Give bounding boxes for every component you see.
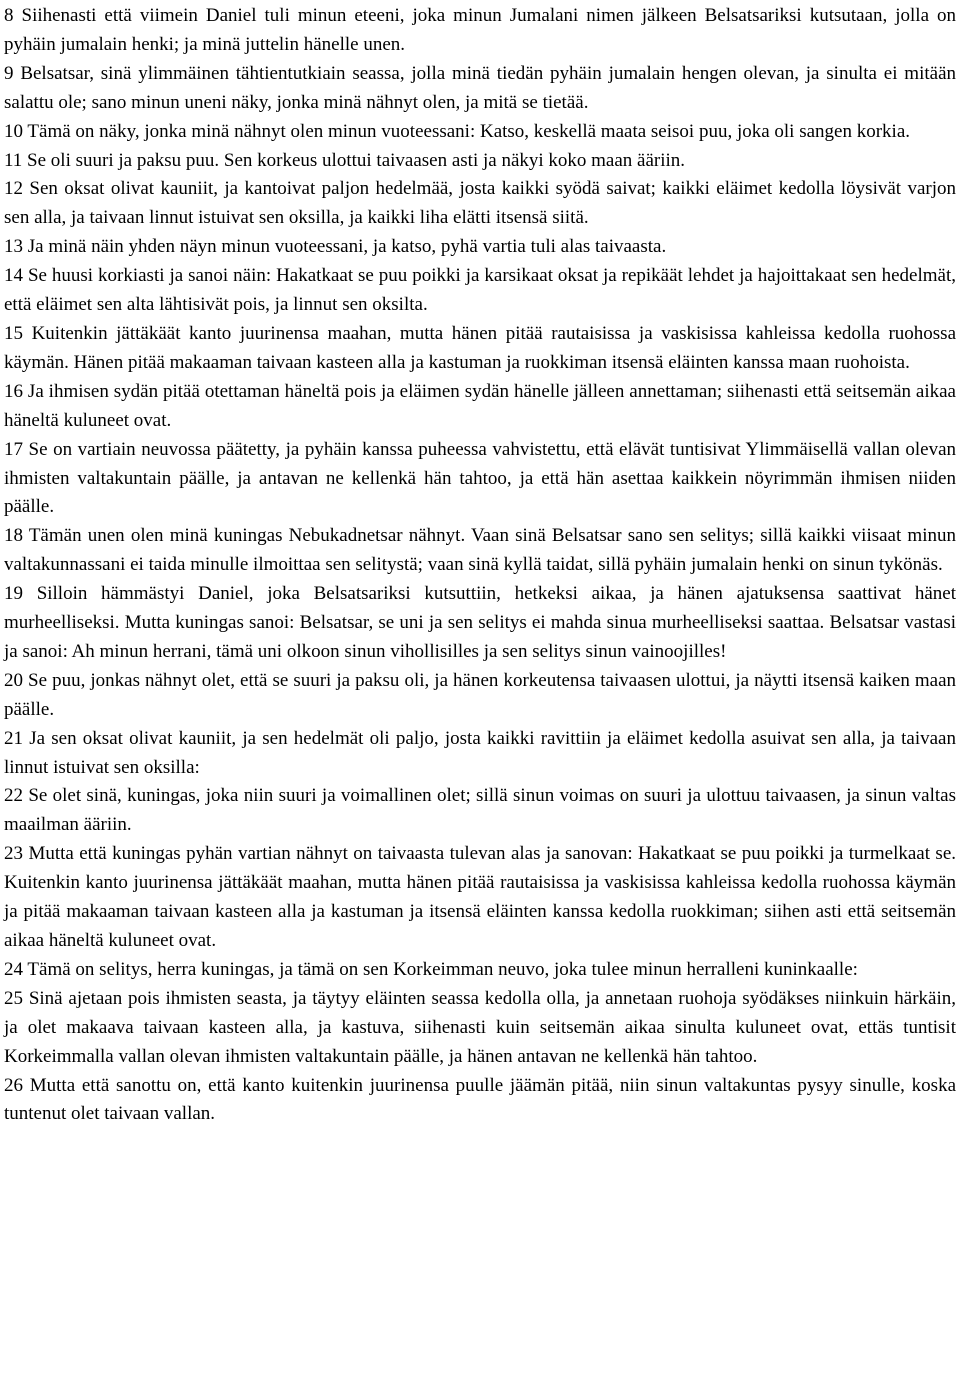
verse-number: 12 xyxy=(4,178,23,200)
verse-number: 10 xyxy=(4,120,23,142)
verse-number: 20 xyxy=(4,669,23,691)
verse-12 xyxy=(4,175,956,233)
verse-text: Sen oksat olivat kauniit, ja kantoivat paljon hedelmää, josta kaikki syödä saivat; kaikki eläimet kedolla löysivät varjon sen alla, ja taivaan linnut istuivat sen oksilla, ja kaikki liha elätti itsensä siitä. xyxy=(4,178,957,229)
verse-number: 11 xyxy=(4,149,23,171)
verse-text: Sinä ajetaan pois ihmisten seasta, ja täytyy eläinten seassa kedolla olla, ja annetaan ruohoja syödäkses niinkuin härkäin, ja olet makaava taivaan kasteen alla, ja kastuva, siihenasti kuin seitsemän aikaa sinulta kuluneet ovat, ettäs tuntisit Korkeimmalla vallan olevan ihmisten valtakuntain päälle, ja hänen antavan ne kellenkä hän tahtoo. xyxy=(4,987,957,1067)
verse-text: Ja ihmisen sydän pitää otettaman häneltä pois ja eläimen sydän hänelle jälleen annettaman; siihenasti että seitsemän aikaa häneltä kuluneet ovat. xyxy=(4,380,956,431)
verse-24 xyxy=(4,956,956,985)
verse-number: 18 xyxy=(4,525,23,547)
verse-text: Kuitenkin jättäkäät kanto juurinensa maahan, mutta hänen pitää rautaisissa ja vaskisissa kahleissa kedolla ruohossa käymän. Hänen pitää makaaman taivaan kasteen alla ja kastuman ja ruokkiman itsensä eläinten kanssa maan ruohoista. xyxy=(4,322,957,373)
verse-22 xyxy=(4,782,956,840)
verse-25 xyxy=(4,985,956,1072)
verse-number: 24 xyxy=(4,958,23,980)
verse-18 xyxy=(4,522,956,580)
verse-15 xyxy=(4,320,956,378)
verse-8 xyxy=(4,2,956,60)
verse-13 xyxy=(4,233,956,262)
verse-number: 16 xyxy=(4,380,23,402)
verse-10 xyxy=(4,118,956,147)
verse-text: Se huusi korkiasti ja sanoi näin: Hakatkaat se puu poikki ja karsikaat oksat ja repikäät lehdet ja hajoittakaat sen hedelmät, että eläimet sen alta lähtisivät pois, ja linnut sen oksilta. xyxy=(4,265,957,316)
verse-11 xyxy=(4,147,956,176)
verse-number: 9 xyxy=(4,62,14,84)
verse-text: Ja minä näin yhden näyn minun vuoteessani, ja katso, pyhä vartia tuli alas taivaasta. xyxy=(27,236,667,258)
verse-text: Se on vartiain neuvossa päätetty, ja pyhäin kanssa puheessa vahvistettu, että elävät tuntisivat Ylimmäisellä vallan olevan ihmisten valtakuntain päälle, ja antavan ne kellenkä hän tahtoo, ja että hän asettaa kaikkein nöyrimmän ihmisen niiden päälle. xyxy=(4,438,957,518)
verse-16 xyxy=(4,378,956,436)
verse-number: 14 xyxy=(4,265,23,287)
verse-number: 23 xyxy=(4,843,23,865)
verse-number: 25 xyxy=(4,987,23,1009)
verse-9 xyxy=(4,60,956,118)
verse-number: 22 xyxy=(4,785,23,807)
verse-text: Se oli suuri ja paksu puu. Sen korkeus ulottui taivaasen asti ja näkyi koko maan ääriin. xyxy=(27,149,686,171)
verse-23 xyxy=(4,840,956,956)
verse-21 xyxy=(4,725,956,783)
verse-text: Ja sen oksat olivat kauniit, ja sen hedelmät oli paljo, josta kaikki ravittiin ja eläimet kedolla asuivat sen alla, ja taivaan linnut istuivat sen oksilla: xyxy=(4,727,956,778)
verse-14 xyxy=(4,262,956,320)
verse-number: 15 xyxy=(4,322,23,344)
verse-26 xyxy=(4,1072,956,1130)
verse-number: 8 xyxy=(4,5,14,26)
verse-text: Mutta että kuningas pyhän vartian nähnyt on taivaasta tulevan alas ja sanovan: Hakatkaat se puu poikki ja turmelkaat se. Kuitenkin kanto juurinensa jättäkäät maahan, mutta hänen pitää rautaisissa ja vaskisissa kahleissa kedolla ruohossa käymän ja pitää makaaman taivaan kasteen alla ja kastuman ja itsensä eläinten kanssa kedolla ruokkiman; siihen asti että seitsemän aikaa häneltä kuluneet ovat. xyxy=(4,843,957,951)
verse-text: Tämä on selitys, herra kuningas, ja tämä on sen Korkeimman neuvo, joka tulee minun herralleni kuninkaalle: xyxy=(27,958,858,980)
verse-text: Silloin hämmästyi Daniel, joka Belsatsariksi kutsuttiin, hetkeksi aikaa, ja hänen ajatuksensa saattivat hänet murheelliseksi. Mutta kuningas sanoi: Belsatsar, se uni ja sen selitys ei mahda sinua murheelliseksi saattaa. Belsatsar vastasi ja sanoi: Ah minun herrani, tämä uni olkoon sinun vihollisilles ja sen selitys sinun vainoojilles! xyxy=(4,583,956,662)
verse-20 xyxy=(4,667,956,725)
verse-number: 19 xyxy=(4,583,23,605)
verse-text: Se puu, jonkas nähnyt olet, että se suuri ja paksu oli, ja hänen korkeutensa taivaasen ulottui, ja näytti itsensä kaiken maan päälle. xyxy=(4,669,957,720)
verse-text: Tämän unen olen minä kuningas Nebukadnetsar nähnyt. Vaan sinä Belsatsar sano sen selitys; sillä kaikki viisaat minun valtakunnassani ei taida minulle ilmoittaa sen selitystä; vaan sinä kyllä taidat, sillä pyhäin jumalain henki on sinun tykönäs. xyxy=(4,525,956,576)
verse-text: Mutta että sanottu on, että kanto kuitenkin juurinensa puulle jäämän pitää, niin sinun valtakuntas pysyy sinulle, koska tuntenut olet taivaan vallan. xyxy=(4,1074,956,1125)
verse-text: Belsatsar, sinä ylimmäinen tähtientutkiain seassa, jolla minä tiedän pyhäin jumalain hengen olevan, ja sinulta ei mitään salattu ole; sano minun uneni näky, jonka minä nähnyt olen, ja mitä se tietää. xyxy=(4,62,957,113)
verse-number: 26 xyxy=(4,1074,23,1096)
verse-17 xyxy=(4,436,956,523)
verse-19 xyxy=(4,580,956,667)
verse-text: Tämä on näky, jonka minä nähnyt olen minun vuoteessani: Katso, keskellä maata seisoi puu, joka oli sangen korkia. xyxy=(27,120,911,142)
verse-text: Se olet sinä, kuningas, joka niin suuri ja voimallinen olet; sillä sinun voimas on suuri ja ulottuu taivaasen, ja sinun valtas maailman ääriin. xyxy=(4,785,957,836)
verse-number: 13 xyxy=(4,236,23,258)
verse-text: Siihenasti että viimein Daniel tuli minun eteeni, joka minun Jumalani nimen jälkeen Belsatsariksi kutsutaan, jolla on pyhäin jumalain henki; ja minä juttelin hänelle unen. xyxy=(4,5,957,55)
verse-number: 21 xyxy=(4,727,23,749)
verse-number: 17 xyxy=(4,438,23,460)
